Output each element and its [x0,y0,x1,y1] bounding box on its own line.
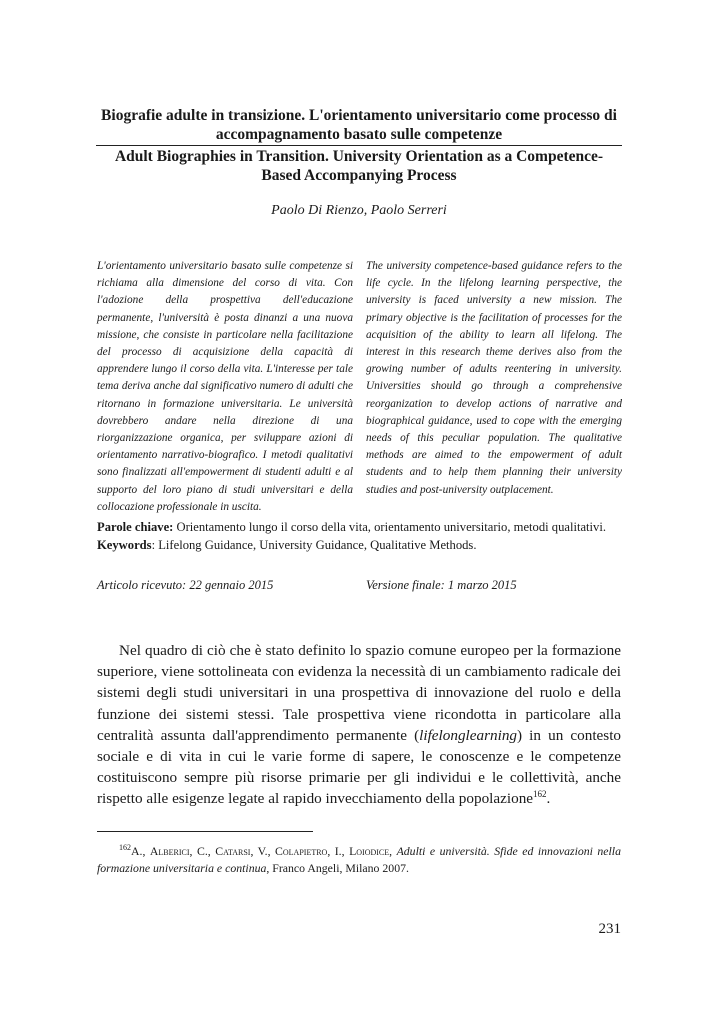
keywords-italian-text: Orientamento lungo il corso della vita, orientamento universitario, metodi qualitativi. [173,520,606,534]
date-final-version: Versione finale: 1 marzo 2015 [366,578,517,592]
footnote-divider [97,831,313,832]
abstract-english: The university competence-based guidance refers to the life cycle. In the lifelong learning perspective, the university is faced university a new mission. The primary objective is the facilitation of processes for the acquisition of the ability to learn all lifelong. The interest in this research theme derives also from the growing number of adults reentering in university. Universities should go through a comprehensive reorganization to develop actions of narrative and biographical guidance, used to cope with the emerging needs of this peculiar population. The qualitative methods are aimed to the empowerment of adult students and to help them planning their university studies and post-university outplacement. [366,260,622,496]
footnote-author-initial: A., [131,844,150,858]
page-number: 231 [598,921,621,937]
keywords-english-label: Keywords [97,537,152,552]
footnote-author-name: Alberici [149,844,190,858]
footnote-number: 162 [119,843,131,853]
footnote-author-initial: , V., [250,844,276,858]
footnote-book-title: Adulti e università. Sfide ed innovazioni nella formazione universitaria e continua [97,844,621,875]
keywords-english [97,537,637,555]
title-divider [96,145,622,146]
keywords-italian [97,519,637,537]
footnote-separator: , [389,844,397,858]
footnote [97,843,621,877]
body-italic-term: lifelonglearning [419,726,518,744]
body-text-part2: ) in un contesto sociale e di vita in cui le varie forme di sapere, le conoscenze e le competenze costituiscono sempre più risorse primarie per gli individui e le collettività, anche rispetto alle esigenze legate al rapido invecchiamento della popolazione [97,726,622,808]
body-text [97,640,621,810]
footnote-author-initial: , I., [327,844,350,858]
authors: Paolo Di Rienzo, Paolo Serreri [271,203,447,218]
body-paragraph [97,640,621,810]
footnote-publisher: , Franco Angeli, Milano 2007. [266,861,409,875]
title-english: Adult Biographies in Transition. University Orientation as a Competence-Based Accompanying Process [114,148,604,184]
keywords-italian-label: Parole chiave: [97,520,174,534]
body-text-part3: . [546,790,551,808]
footnote-author-name: Catarsi [215,844,251,858]
date-received: Articolo ricevuto: 22 gennaio 2015 [97,578,274,592]
footnote-author-initial: , C., [189,844,216,858]
footnote-author-name: Colapietro [275,844,328,858]
footnote-author-name: Loiodice [349,844,390,858]
keywords-block [97,519,637,554]
abstract-italian: L'orientamento universitario basato sulle competenze si richiama alla dimensione del corso di vita. Con l'adozione della prospettiva dell'educazione permanente, l'università è posta dinanzi a una nuova missione, che consiste in particolare nella facilitazione del processo di acquisizione della capacità di apprendere lungo il corso della vita. L'interesse per tale tema deriva anche dal significativo numero di adulti che ritornano in formazione universitaria. Le università dovrebbero andare nella direzione di una riorganizzazione organica, per sviluppare azioni di orientamento narrativo-biografico. I metodi qualitativi sono finalizzati all'empowerment di studenti adulti e al supporto del loro piano di studi universitari e della collocazione professionale in uscita. [97,260,353,513]
body-text-part1: Nel quadro di ciò che è stato definito lo spazio comune europeo per la formazione superiore, viene sottolineata con evidenza la necessità di un cambiamento radicale dei sistemi degli studi universitari in una prospettiva di innovazione del ruolo e della funzione dei sistemi stessi. Tale prospettiva viene ricondotta in particolare alla centralità assunta dall'apprendimento permanente ( [97,642,621,744]
footnote-reference[interactable]: 162 [533,789,547,800]
keywords-english-text: : Lifelong Guidance, University Guidance, Qualitative Methods. [151,537,477,552]
title-italian: Biografie adulte in transizione. L'orientamento universitario come processo di accompagnamento basato sulle competenze [101,107,617,143]
